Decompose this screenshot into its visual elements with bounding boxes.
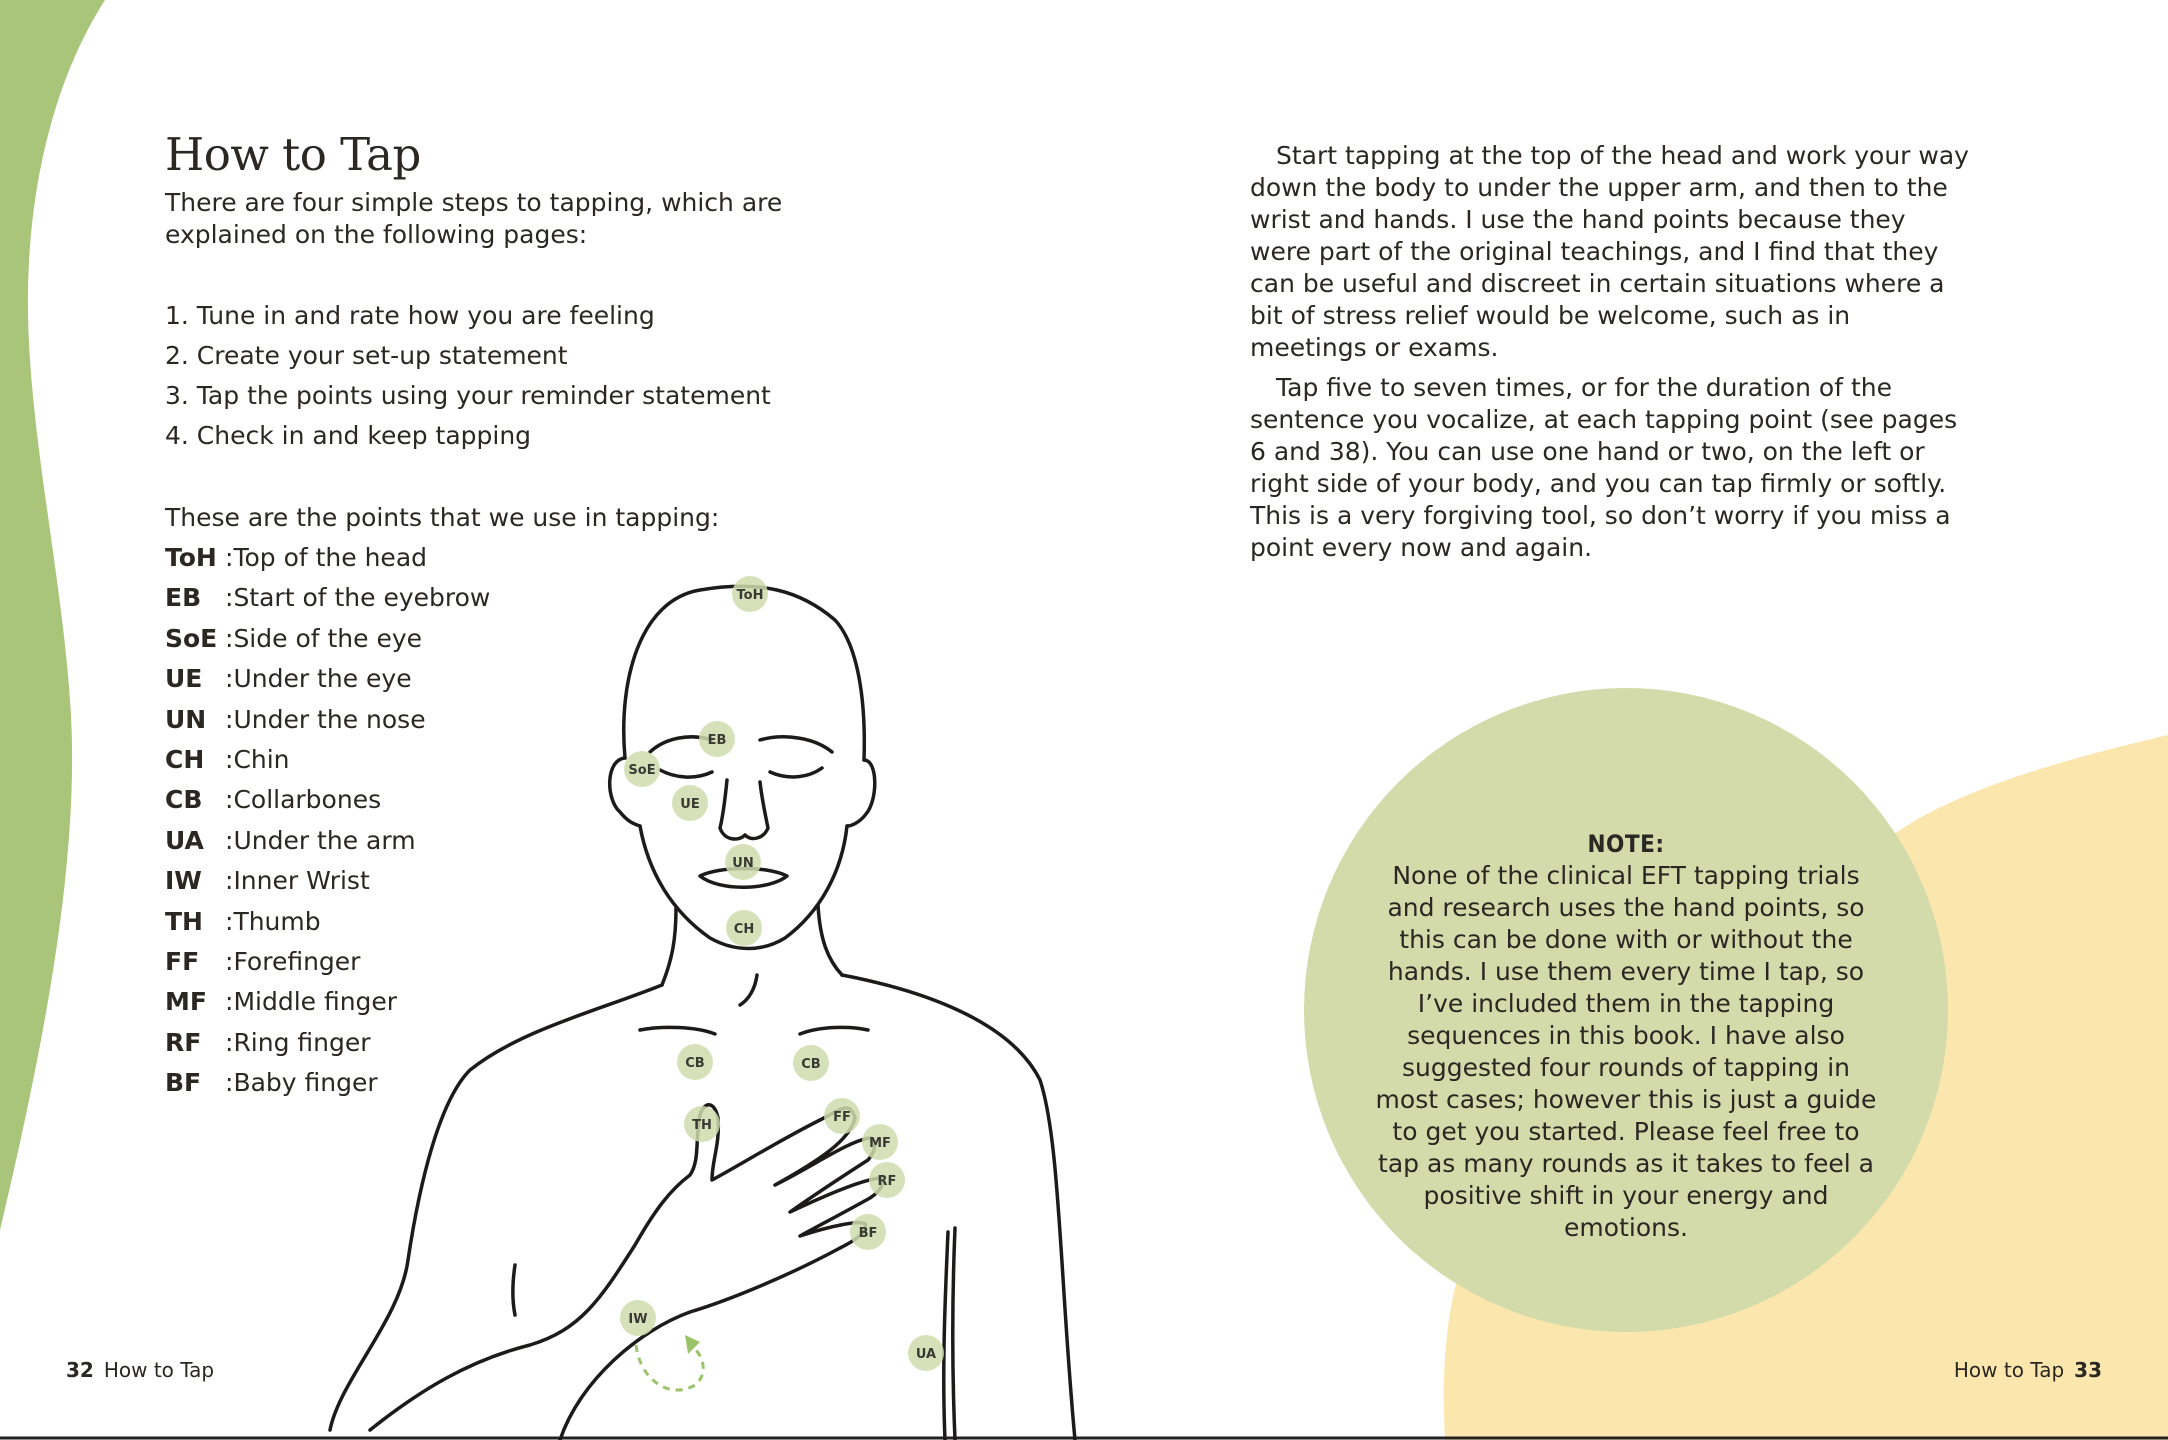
tapping-point-label: FF [833,1110,851,1125]
point-desc: Thumb [233,906,321,936]
point-item: CH :Chin [165,744,290,774]
tapping-point-label: ToH [736,588,764,603]
tapping-point-label: UE [680,797,700,812]
point-item: CB :Collarbones [165,785,382,815]
tapping-point-label: BF [858,1226,878,1241]
left-page-footer [66,1358,214,1382]
step-item: 3. Tap the points using your reminder statement [165,381,771,410]
tapping-point-label: RF [877,1174,897,1189]
point-desc: Start of the eyebrow [233,583,491,613]
point-item: UN :Under the nose [165,704,426,734]
point-abbr: UA [165,825,204,855]
tapping-point-label: SoE [628,763,656,778]
body-paragraph: Start tapping at the top of the head and work your way down the body to under the upper arm, and then to the wrist and hands. I use the hand points because they were part of the original teachings, and I find that they can be useful and discreet in certain situations where a bit of stress relief would be welcome, such as in meetings or exams. [1250,141,1969,362]
point-desc: Collarbones [233,785,382,815]
point-abbr: UE [165,664,203,694]
point-item: EB :Start of the eyebrow [165,583,491,613]
page-number: 33 [2074,1358,2102,1382]
page-number: 32 [66,1358,94,1382]
tapping-point-label: CB [801,1057,821,1072]
point-abbr: UN [165,704,207,734]
right-page-body [1250,140,1970,572]
points-heading: These are the points that we use in tapping: [165,503,720,532]
page-title: How to Tap [165,128,421,181]
point-abbr: FF [165,946,200,976]
tapping-point-label: TH [692,1118,712,1133]
tapping-point-label: UA [915,1347,937,1362]
point-desc: Middle finger [233,987,398,1017]
steps-list [165,300,771,460]
point-desc: Side of the eye [233,623,423,653]
point-item: IW :Inner Wrist [165,866,370,896]
tapping-point-label: CH [733,922,755,937]
point-abbr: TH [165,906,203,936]
point-abbr: CH [165,744,205,774]
tapping-points-illustration [300,560,1100,1440]
point-desc: Ring finger [233,1027,371,1057]
point-abbr: IW [165,866,202,896]
point-item: SoE :Side of the eye [165,623,423,653]
tapping-point-markers [620,576,944,1371]
point-item: TH :Thumb [165,906,321,936]
tapping-point-label: MF [869,1136,891,1151]
footer-section-title: How to Tap [1953,1358,2065,1382]
point-desc: Chin [233,744,290,774]
point-desc: Baby finger [233,1068,378,1098]
point-item: UE :Under the eye [165,664,412,694]
step-item: 1. Tune in and rate how you are feeling [165,301,655,330]
body-paragraph: Tap five to seven times, or for the duration of the sentence you vocalize, at each tapping point (see pages 6 and 38). You can use one hand or two, on the left or right side of your body, and you can tap firmly or softly. This is a very forgiving tool, so don’t worry if you miss a point every now and again. [1250,373,1958,562]
point-abbr: EB [165,583,202,613]
point-abbr: CB [165,785,203,815]
tapping-point-label: UN [732,856,754,871]
wrist-tap-arrow [636,1345,703,1390]
point-abbr: BF [165,1068,202,1098]
point-desc: Under the arm [233,825,416,855]
note-body: None of the clinical EFT tapping trials and research uses the hand points, so this can be done with or without the hands. I use them every time I tap, so I’ve included them in the tapping sequences in this book. I have also suggested four rounds of tapping in most cases; however this is just a guide to get you started. Please feel free to tap as many rounds as it takes to feel a positive shift in your energy and emotions. [1375,861,1877,1242]
point-item: BF :Baby finger [165,1068,378,1098]
point-desc: Inner Wrist [233,866,370,896]
point-desc: Forefinger [233,946,361,976]
point-desc: Under the nose [233,704,426,734]
point-item: UA :Under the arm [165,825,416,855]
step-item: 2. Create your set-up statement [165,341,568,370]
note-label: NOTE: [1587,830,1665,858]
point-item: RF :Ring finger [165,1027,371,1057]
point-abbr: SoE [165,623,218,653]
point-item: FF :Forefinger [165,946,361,976]
point-abbr: RF [165,1027,202,1057]
point-desc: Top of the head [233,543,428,572]
tapping-point-label: EB [707,733,727,748]
footer-section-title: How to Tap [103,1358,215,1382]
tapping-point-label: IW [628,1312,648,1327]
right-page-footer [1954,1358,2102,1382]
point-abbr: MF [165,987,207,1017]
intro-text: There are four simple steps to tapping, which are explained on the following pages: [165,188,783,249]
body-outline [330,586,1075,1440]
note-callout [1370,828,1882,1244]
tapping-point-label: CB [685,1056,705,1071]
point-item: MF :Middle finger [165,987,398,1017]
point-desc: Under the eye [233,664,412,694]
point-abbr: ToH [165,543,217,572]
step-item: 4. Check in and keep tapping [165,421,532,450]
green-wave-decoration [0,0,105,1230]
point-item: ToH :Top of the head [165,543,428,572]
